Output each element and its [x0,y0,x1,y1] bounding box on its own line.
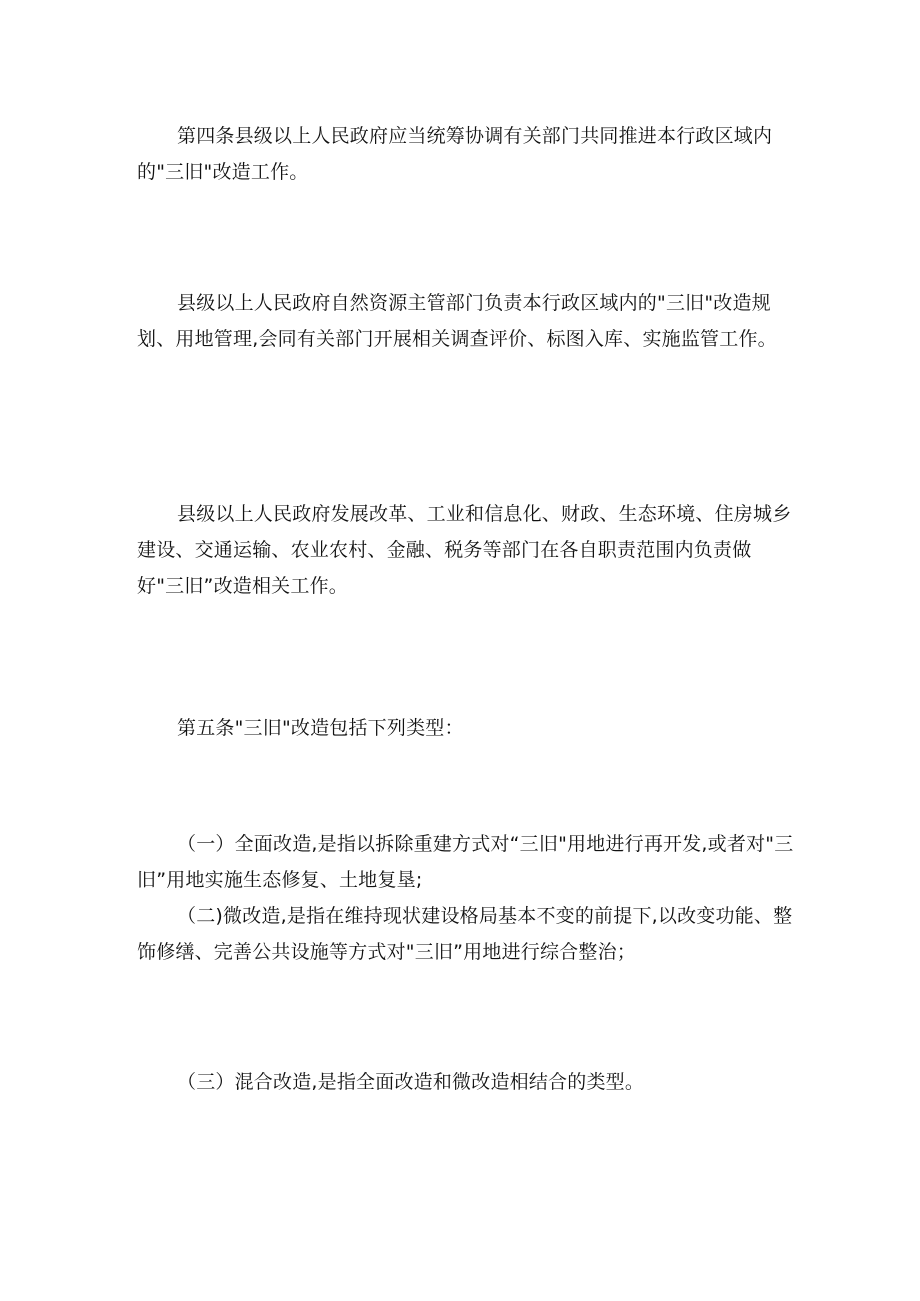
type-micro-renovation-item: （二)微改造,是指在维持现状建设格局基本不变的前提下,以改变功能、整饰修缮、完善公共设施等方式对"三旧”用地进行综合整治； [137,905,793,963]
other-departments-paragraph: 县级以上人民政府发展改革、工业和信息化、财政、生态环境、住房城乡建设、交通运输、农业农村、金融、税务等部门在各自职责范围内负责做好"三旧”改造相关工作。 [137,503,792,597]
type-full-renovation-item: （一）全面改造,是指以拆除重建方式对“三旧"用地进行再开发,或者对"三旧”用地实施生态修复、土地复垦; [137,833,794,891]
article-4-paragraph: 第四条县级以上人民政府应当统筹协调有关部门共同推进本行政区域内的"三旧"改造工作。 [137,125,773,183]
article-5-paragraph: 第五条"三旧"改造包括下列类型： [177,717,464,739]
natural-resources-dept-paragraph: 县级以上人民政府自然资源主管部门负责本行政区域内的"三旧"改造规划、用地管理,会同有关部门开展相关调查评价、标图入库、实施监管工作。 [137,292,777,350]
type-mixed-renovation-item: （三）混合改造,是指全面改造和微改造相结合的类型。 [177,1071,645,1093]
